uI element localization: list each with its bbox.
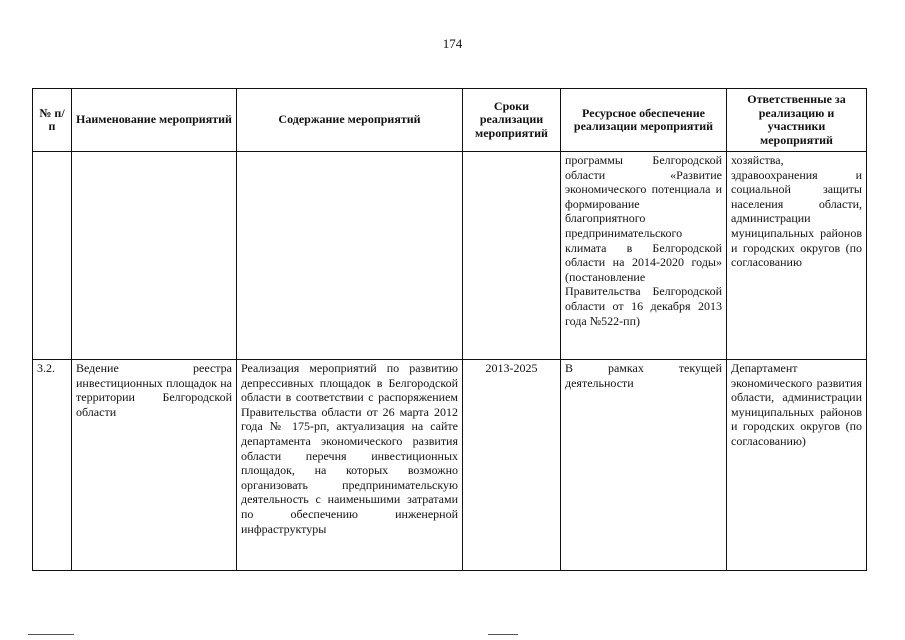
cell-num [33, 152, 72, 360]
table-row [33, 152, 867, 360]
table-row [33, 360, 867, 571]
cell-name: Ведение реестра инвестиционных площадок на территории Белгородской области [72, 360, 237, 571]
header-content: Содержание мероприятий [237, 89, 463, 152]
cell-num: 3.2. [33, 360, 72, 571]
cell-terms: 2013-2025 [463, 360, 561, 571]
measures-table [32, 88, 867, 571]
header-num: № п/п [33, 89, 72, 152]
cell-resource: В рамках текущей деятельности [561, 360, 727, 571]
cell-terms [463, 152, 561, 360]
scan-artifact [28, 634, 74, 635]
header-resource: Ресурсное обеспечение реализации мероприятий [561, 89, 727, 152]
cell-responsible: Департамент экономического развития области, администрации муниципальных районов и городских округов (по согласованию) [727, 360, 867, 571]
header-responsible: Ответственные за реализацию и участники мероприятий [727, 89, 867, 152]
cell-responsible: хозяйства, здравоохранения и социальной защиты населения области, администрации муниципальных районов и городских округов (по согласованию [727, 152, 867, 360]
cell-content [237, 152, 463, 360]
cell-resource: программы Белгородской области «Развитие экономического потенциала и формирование благоприятного предпринимательского климата в Белгородской области на 2014-2020 годы» (постановление Правительства Белгородской области от 16 декабря 2013 года №522-пп) [561, 152, 727, 360]
header-terms: Сроки реализации мероприятий [463, 89, 561, 152]
header-name: Наименование мероприятий [72, 89, 237, 152]
cell-name [72, 152, 237, 360]
scan-artifact [488, 634, 518, 635]
cell-content: Реализация мероприятий по развитию депрессивных площадок в Белгородской области в соответствии с распоряжением Правительства области от 26 марта 2012 года № 175-рп, актуализация на сайте департамента экономического развития области перечня инвестиционных площадок, на которых возможно организовать предпринимательскую деятельность с наименьшими затратами по обеспечению инженерной инфраструктуры [237, 360, 463, 571]
page-number: 174 [442, 36, 463, 51]
table-header-row [33, 89, 867, 152]
